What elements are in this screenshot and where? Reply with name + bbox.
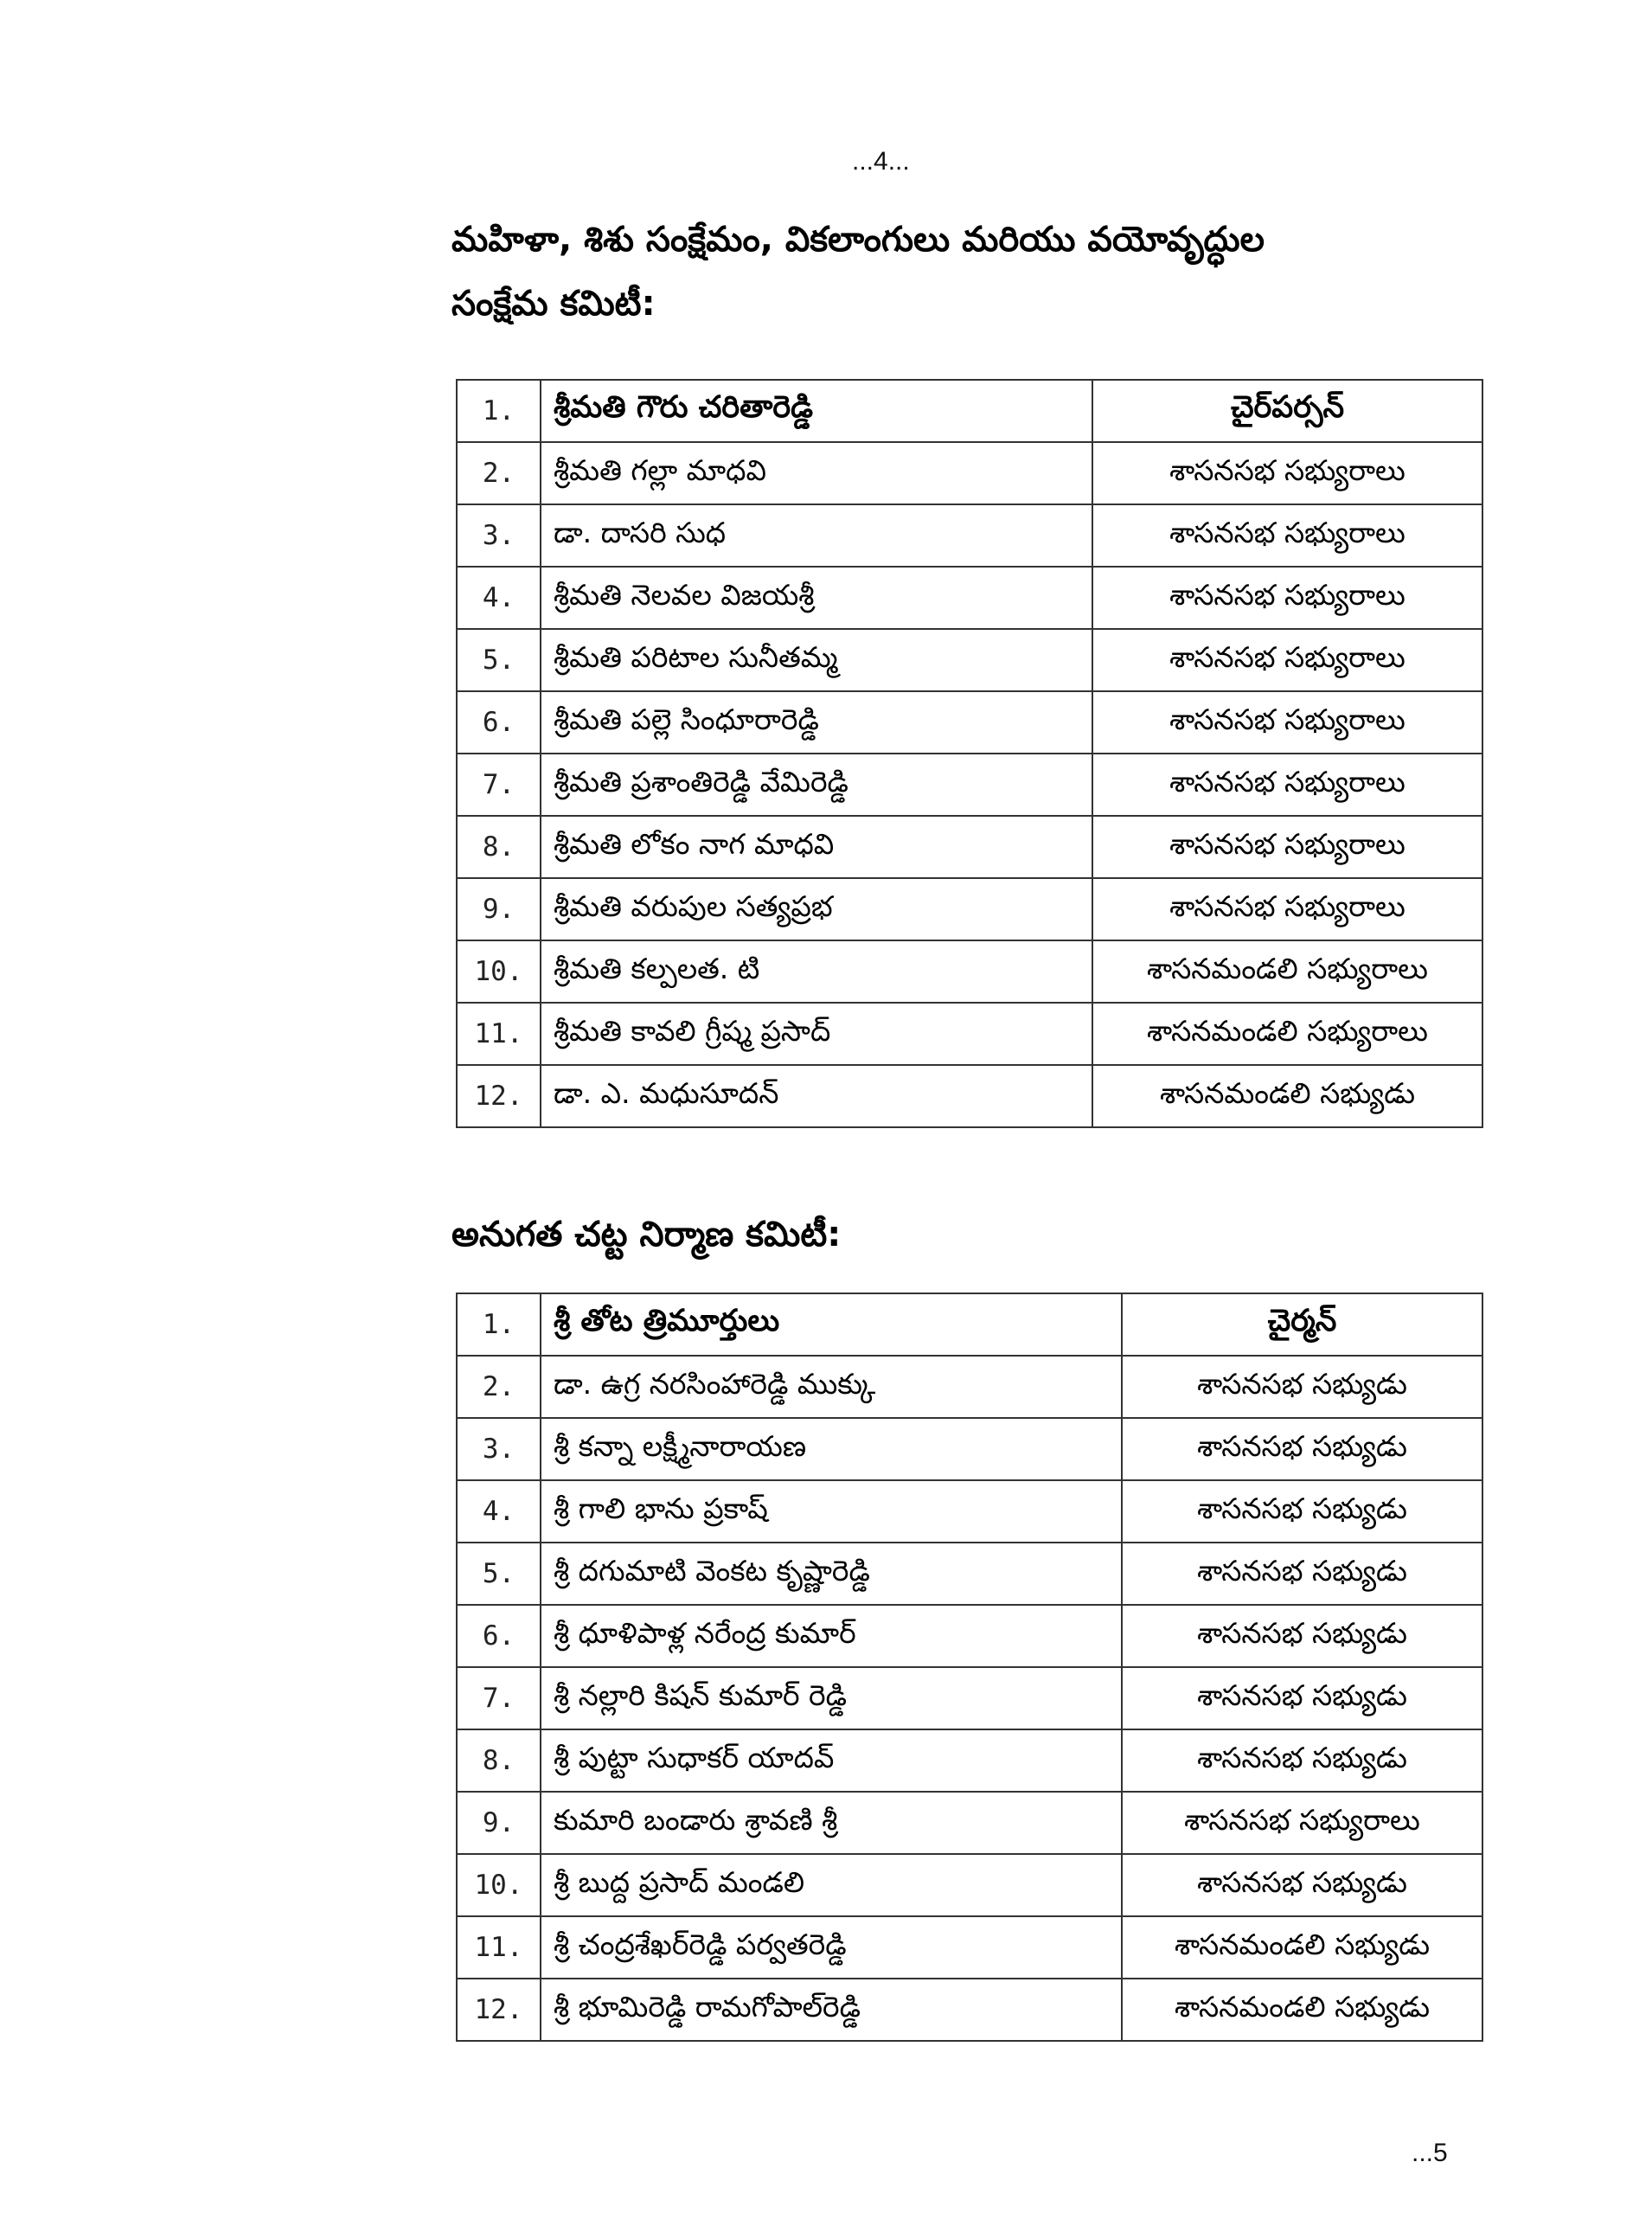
- member-role: శాసనసభ సభ్యురాలు: [1122, 1792, 1482, 1854]
- table-row: [457, 816, 1482, 878]
- member-name: శ్రీ పుట్టా సుధాకర్ యాదవ్: [541, 1729, 1122, 1792]
- member-role: శాసనసభ సభ్యుడు: [1122, 1729, 1482, 1792]
- table-row: [457, 1293, 1482, 1356]
- committee-1-heading-line-2: సంక్షేమ కమిటీ:: [451, 284, 656, 324]
- table-row: [457, 1356, 1482, 1418]
- member-role: శాసనసభ సభ్యుడు: [1122, 1543, 1482, 1605]
- member-number: 12.: [457, 1979, 541, 2041]
- member-role: శాసనమండలి సభ్యురాలు: [1092, 940, 1482, 1003]
- table-row: [457, 878, 1482, 940]
- table-row: [457, 1065, 1482, 1127]
- member-role: శాసనసభ సభ్యురాలు: [1092, 442, 1482, 504]
- member-number: 1.: [457, 380, 541, 442]
- member-number: 4.: [457, 567, 541, 629]
- member-role: శాసనసభ సభ్యురాలు: [1092, 754, 1482, 816]
- member-name: శ్రీమతి ప్రశాంతిరెడ్డి వేమిరెడ్డి: [541, 754, 1092, 816]
- member-role: శాసనసభ సభ్యురాలు: [1092, 691, 1482, 754]
- table-row: [457, 1543, 1482, 1605]
- member-number: 2.: [457, 1356, 541, 1418]
- committee-1-table-body: [457, 380, 1482, 1127]
- member-name: శ్రీ బుద్ద ప్రసాద్ మండలి: [541, 1854, 1122, 1916]
- member-role: శాసనమండలి సభ్యురాలు: [1092, 1003, 1482, 1065]
- member-role: శాసనసభ సభ్యురాలు: [1092, 878, 1482, 940]
- member-number: 11.: [457, 1916, 541, 1979]
- member-number: 7.: [457, 1667, 541, 1729]
- member-number: 3.: [457, 504, 541, 567]
- table-row: [457, 629, 1482, 691]
- member-number: 6.: [457, 691, 541, 754]
- member-role: శాసనమండలి సభ్యుడు: [1122, 1979, 1482, 2041]
- member-role: చైర్‌పర్సన్: [1092, 380, 1482, 442]
- member-number: 5.: [457, 629, 541, 691]
- committee-2-heading: అనుగత చట్ట నిర్మాణ కమిటీ:: [451, 1215, 842, 1254]
- member-number: 8.: [457, 816, 541, 878]
- table-row: [457, 1979, 1482, 2041]
- member-role: శాసనసభ సభ్యుడు: [1122, 1667, 1482, 1729]
- member-name: డా. దాసరి సుధ: [541, 504, 1092, 567]
- member-name: శ్రీమతి పల్లె సింధూరారెడ్డి: [541, 691, 1092, 754]
- member-number: 6.: [457, 1605, 541, 1667]
- table-row: [457, 1854, 1482, 1916]
- committee-2-table-body: [457, 1293, 1482, 2041]
- table-row: [457, 567, 1482, 629]
- table-row: [457, 1667, 1482, 1729]
- table-row: [457, 754, 1482, 816]
- table-row: [457, 691, 1482, 754]
- committee-1-heading-line-1: మహిళా, శిశు సంక్షేమం, వికలాంగులు మరియు వయోవృద్ధుల: [451, 220, 1265, 260]
- member-role: శాసనసభ సభ్యురాలు: [1092, 504, 1482, 567]
- table-row: [457, 442, 1482, 504]
- member-role: శాసనసభ సభ్యురాలు: [1092, 816, 1482, 878]
- committee-1-table: [456, 379, 1483, 1128]
- member-name: శ్రీమతి కల్పలత. టి: [541, 940, 1092, 1003]
- member-number: 8.: [457, 1729, 541, 1792]
- member-role: శాసనమండలి సభ్యుడు: [1122, 1916, 1482, 1979]
- table-row: [457, 504, 1482, 567]
- member-number: 3.: [457, 1418, 541, 1480]
- table-row: [457, 1003, 1482, 1065]
- member-role: శాసనసభ సభ్యుడు: [1122, 1854, 1482, 1916]
- member-name: శ్రీ నల్లారి కిషన్ కుమార్ రెడ్డి: [541, 1667, 1122, 1729]
- member-name: శ్రీ తోట త్రిమూర్తులు: [541, 1293, 1122, 1356]
- member-name: శ్రీ కన్నా లక్ష్మీనారాయణ: [541, 1418, 1122, 1480]
- member-name: శ్రీమతి కావలి గ్రీష్మ ప్రసాద్: [541, 1003, 1092, 1065]
- member-name: శ్రీమతి గల్లా మాధవి: [541, 442, 1092, 504]
- member-number: 5.: [457, 1543, 541, 1605]
- table-row: [457, 1418, 1482, 1480]
- member-number: 12.: [457, 1065, 541, 1127]
- member-number: 1.: [457, 1293, 541, 1356]
- table-row: [457, 1792, 1482, 1854]
- member-name: డా. ఎ. మధుసూదన్: [541, 1065, 1092, 1127]
- member-role: శాసనసభ సభ్యుడు: [1122, 1605, 1482, 1667]
- member-number: 9.: [457, 1792, 541, 1854]
- member-role: శాసనసభ సభ్యుడు: [1122, 1418, 1482, 1480]
- page-number-bottom: ...5: [1412, 2139, 1448, 2167]
- member-name: శ్రీమతి నెలవల విజయశ్రీ: [541, 567, 1092, 629]
- committee-1-heading: [451, 208, 1265, 336]
- member-number: 10.: [457, 940, 541, 1003]
- committee-2-table: [456, 1293, 1483, 2042]
- member-name: శ్రీ భూమిరెడ్డి రామగోపాల్‌రెడ్డి: [541, 1979, 1122, 2041]
- member-role: శాసనసభ సభ్యుడు: [1122, 1356, 1482, 1418]
- member-number: 10.: [457, 1854, 541, 1916]
- member-number: 11.: [457, 1003, 541, 1065]
- member-name: డా. ఉగ్ర నరసింహారెడ్డి ముక్కు: [541, 1356, 1122, 1418]
- member-number: 2.: [457, 442, 541, 504]
- member-role: చైర్మన్: [1122, 1293, 1482, 1356]
- table-row: [457, 380, 1482, 442]
- member-number: 7.: [457, 754, 541, 816]
- page-number-top: ...4...: [852, 147, 910, 176]
- member-name: శ్రీ దగుమాటి వెంకట కృష్ణారెడ్డి: [541, 1543, 1122, 1605]
- member-role: శాసనసభ సభ్యుడు: [1122, 1480, 1482, 1543]
- member-name: కుమారి బండారు శ్రావణి శ్రీ: [541, 1792, 1122, 1854]
- table-row: [457, 1916, 1482, 1979]
- member-name: శ్రీ చంద్రశేఖర్‌రెడ్డి పర్వతరెడ్డి: [541, 1916, 1122, 1979]
- table-row: [457, 1605, 1482, 1667]
- table-row: [457, 1729, 1482, 1792]
- member-name: శ్రీమతి లోకం నాగ మాధవి: [541, 816, 1092, 878]
- member-number: 4.: [457, 1480, 541, 1543]
- member-name: శ్రీ గాలి భాను ప్రకాష్: [541, 1480, 1122, 1543]
- table-row: [457, 1480, 1482, 1543]
- member-name: శ్రీమతి గౌరు చరితారెడ్డి: [541, 380, 1092, 442]
- member-name: శ్రీమతి వరుపుల సత్యప్రభ: [541, 878, 1092, 940]
- table-row: [457, 940, 1482, 1003]
- member-name: శ్రీమతి పరిటాల సునీతమ్మ: [541, 629, 1092, 691]
- member-number: 9.: [457, 878, 541, 940]
- member-role: శాసనసభ సభ్యురాలు: [1092, 629, 1482, 691]
- member-name: శ్రీ ధూళిపాళ్ల నరేంద్ర కుమార్: [541, 1605, 1122, 1667]
- member-role: శాసనమండలి సభ్యుడు: [1092, 1065, 1482, 1127]
- member-role: శాసనసభ సభ్యురాలు: [1092, 567, 1482, 629]
